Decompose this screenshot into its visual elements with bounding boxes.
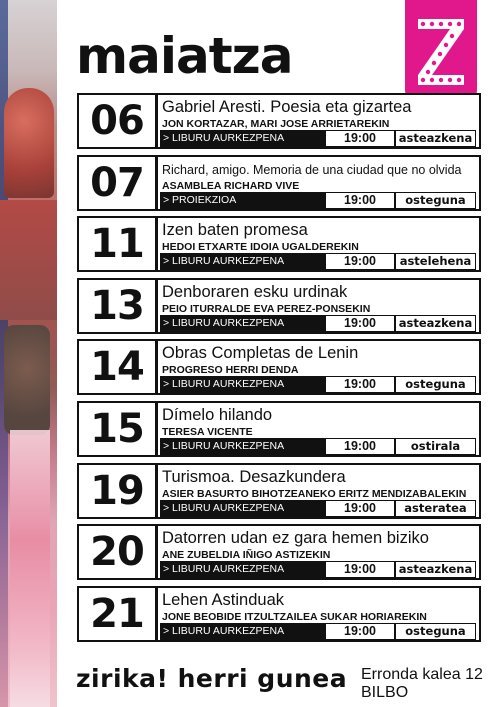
event-body: [160, 465, 476, 517]
event-title: Turismoa. Desazkundera: [162, 467, 346, 486]
event-type: > LIBURU AURKEZPENA: [163, 132, 285, 144]
event-divider: [155, 465, 158, 517]
event-day: 21: [90, 590, 144, 637]
event-day: 13: [90, 282, 144, 329]
event-weekday: osteguna: [396, 377, 475, 392]
event-weekday: asteazkena: [396, 316, 475, 331]
event-type: > LIBURU AURKEZPENA: [163, 439, 285, 452]
event-title: Datorren udan ez gara hemen biziko: [162, 529, 429, 548]
event-row: [77, 93, 481, 149]
event-body: [160, 157, 476, 209]
event-weekday: asteratea: [396, 501, 475, 516]
event-type: > LIBURU AURKEZPENA: [163, 563, 285, 576]
event-divider: [155, 341, 158, 393]
event-time: 19:00: [326, 377, 394, 392]
event-row: [77, 155, 481, 211]
event-time: 19:00: [326, 316, 394, 331]
event-weekday: astelehena: [396, 254, 475, 269]
event-body: [160, 341, 476, 393]
event-row: [77, 524, 481, 580]
event-type: > PROIEKZIOA: [163, 193, 237, 206]
event-day: 06: [90, 98, 144, 144]
event-info-bar: [160, 130, 476, 147]
photo-figure-body: [0, 200, 57, 320]
event-body: [160, 280, 476, 332]
event-presenters: TERESA VICENTE: [162, 425, 253, 438]
event-divider: [155, 526, 158, 578]
event-title: Dímelo hilando: [162, 405, 273, 424]
event-time: 19:00: [326, 254, 394, 269]
event-title: Lehen Astinduak: [162, 590, 285, 609]
event-weekday: asteazkena: [396, 131, 475, 146]
event-info-bar: [160, 253, 476, 270]
event-time: 19:00: [326, 439, 394, 454]
event-time: 19:00: [326, 562, 394, 577]
event-row: [77, 216, 481, 272]
event-time: 19:00: [326, 193, 394, 208]
event-time: 19:00: [326, 131, 394, 146]
event-info-bar: [160, 192, 476, 209]
event-type: > LIBURU AURKEZPENA: [163, 316, 285, 329]
event-day: 15: [90, 405, 144, 452]
event-presenters: ASAMBLEA RICHARD VIVE: [162, 179, 300, 192]
zirika-logo: [405, 0, 477, 100]
event-row: [77, 586, 481, 642]
event-type: > LIBURU AURKEZPENA: [163, 624, 285, 637]
event-body: [160, 95, 476, 147]
event-divider: [155, 218, 158, 270]
side-photo: [0, 0, 57, 707]
event-time: 19:00: [326, 501, 394, 516]
event-weekday: osteguna: [396, 193, 475, 208]
photo-figure-legs: [4, 325, 50, 435]
event-type: > LIBURU AURKEZPENA: [163, 501, 285, 514]
address-city: BILBO: [361, 684, 409, 701]
event-row: [77, 463, 481, 519]
event-row: [77, 401, 481, 457]
event-title: Denboraren esku urdinak: [162, 282, 348, 301]
event-day: 14: [90, 344, 144, 391]
event-title: Gabriel Aresti. Poesia eta gizartea: [162, 98, 412, 116]
event-weekday: ostirala: [396, 439, 475, 454]
event-info-bar: [160, 623, 476, 640]
event-presenters: ANE ZUBELDIA IÑIGO ASTIZEKIN: [162, 549, 331, 562]
event-weekday: osteguna: [396, 624, 475, 639]
event-row: [77, 278, 481, 334]
event-type: > LIBURU AURKEZPENA: [163, 255, 285, 268]
event-divider: [155, 280, 158, 332]
event-body: [160, 526, 476, 578]
page-title: maiatza: [76, 27, 293, 85]
event-title: Izen baten promesa: [162, 221, 308, 240]
event-divider: [155, 588, 158, 640]
z-logo-icon: [412, 9, 470, 91]
event-info-bar: [160, 500, 476, 517]
event-time: 19:00: [326, 624, 394, 639]
event-presenters: PEIO ITURRALDE EVA PEREZ-PONSEKIN: [162, 302, 371, 315]
event-title: Richard, amigo. Memoria de una ciudad que no olvida: [162, 162, 462, 177]
event-divider: [155, 95, 158, 147]
event-day: 11: [90, 221, 144, 268]
event-presenters: JONE BEOBIDE ITZULTZAILEA SUKAR HORIAREKIN: [162, 610, 427, 623]
address-street: Erronda kalea 12: [361, 666, 483, 683]
event-presenters: ASIER BASURTO BIHOTZEANEKO ERITZ MENDIZABALEKIN: [162, 487, 467, 500]
event-presenters: HEDOI ETXARTE IDOIA UGALDEREKIN: [162, 241, 359, 254]
photo-figure-head: [4, 88, 54, 198]
event-info-bar: [160, 438, 476, 455]
event-row: [77, 339, 481, 395]
event-day: 20: [90, 529, 144, 576]
event-body: [160, 218, 476, 270]
event-info-bar: [160, 376, 476, 393]
event-presenters: JON KORTAZAR, MARI JOSE ARRIETAREKIN: [162, 118, 390, 130]
event-weekday: asteazkena: [396, 562, 475, 577]
event-body: [160, 403, 476, 455]
event-type: > LIBURU AURKEZPENA: [163, 378, 285, 391]
event-title: Obras Completas de Lenin: [162, 344, 359, 363]
event-body: [160, 588, 476, 640]
event-divider: [155, 157, 158, 209]
event-presenters: PROGRESO HERRI DENDA: [162, 364, 299, 377]
event-info-bar: [160, 561, 476, 578]
event-info-bar: [160, 315, 476, 332]
event-day: 07: [90, 159, 144, 206]
footer-address: [361, 666, 483, 702]
event-divider: [155, 403, 158, 455]
event-day: 19: [90, 467, 144, 514]
event-list: [77, 93, 481, 647]
photo-pink-paint: [10, 430, 50, 707]
footer-brand: zirika! herri gunea: [76, 664, 348, 693]
